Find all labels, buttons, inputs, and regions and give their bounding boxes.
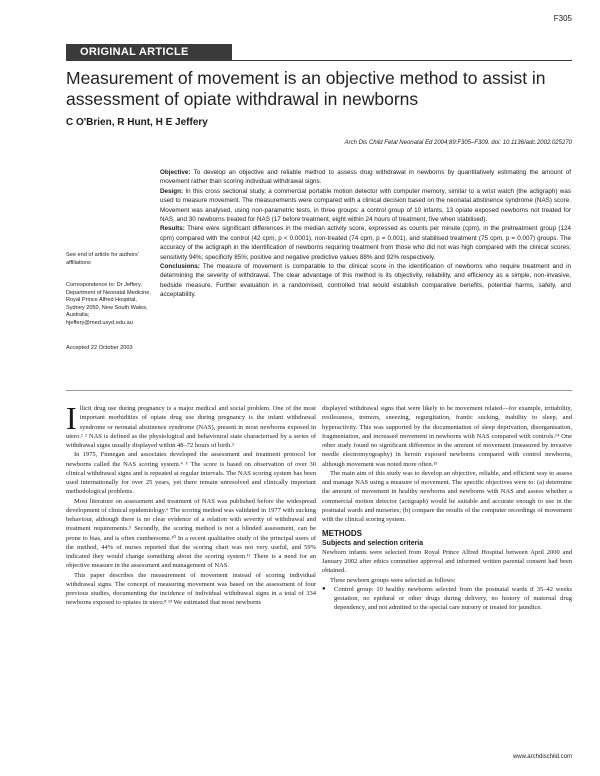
accepted-date: Accepted 22 October 2003 bbox=[66, 345, 133, 351]
abstract-results: Results: There were significant differences in the median activity score, expressed as counts per minute (cpm), in the pretreatment group (124 cpm) compared with the control (42 cpm, p < 0.0001), non-treated (74 cpm, p = 0.001), and stabilised treatment (75 cpm, p = 0.007) groups. The accuracy of the actigraph in the identification of newborns requiring treatment from those who did not was high compared with the clinical scores; sensitivity 94%; specificity 85%; positive and negative predictive values 88% and 92% respectively. bbox=[160, 225, 571, 261]
body-column-left bbox=[66, 400, 316, 608]
footer-url[interactable]: www.archdischild.com bbox=[512, 754, 572, 760]
subsection-heading: Subjects and selection criteria bbox=[322, 539, 424, 547]
article-authors: C O'Brien, R Hunt, H E Jeffery bbox=[66, 117, 208, 128]
abstract-design: Design: In this cross sectional study, a commercial portable motion detector with computer memory, similar to a wrist watch (the actigraph) was used to measure movement. The measurements were compared with a clinical decision based on the neonatal abstinence syndrome (NAS) score. Movement was analysed, using non-parametric tests, in three groups: a control group of 10 infants, 13 opiate exposed newborns not treated for NAS, and 30 newborns treated for NAS (17 before treatment, eight within 24 hours of treatment, five when stabilised). bbox=[160, 187, 571, 224]
body-paragraph: Newborn infants were selected from Royal Prince Alfred Hospital between April 2000 and January 2002 after ethics committee approval and informed written parental consent had been obtained. bbox=[322, 548, 572, 575]
body-paragraph: In 1975, Finnegan and associates developed the assessment and treatment protocol for newborns called the NAS scoring system.⁴ ⁵ The score is based on observation of over 30 clinical withdrawal signs and is repeated at regular intervals. The NAS scoring system has been used internationally for over 25 years, yet there remain unresolved and clinically important methodological problems. bbox=[66, 451, 316, 496]
section-banner bbox=[66, 44, 232, 61]
correspondence: Correspondence to: Dr Jeffery, Department of Neonatal Medicine, Royal Prince Alfred Hospital, Sydney 2050, New South Wales, Australia; hjeffery@med.usyd.edu.au bbox=[66, 282, 151, 326]
body-column-right bbox=[322, 404, 572, 613]
article-title: Measurement of movement is an objective method to assist in assessment of opiate withdrawal in newborns bbox=[66, 68, 546, 109]
body-paragraph: Illicit drug use during pregnancy is a major medical and social problem. One of the most important morbidities of opiate drug use during pregnancy is the infant withdrawal syndrome or neonatal abstinence syndrome (NAS), present in most newborns exposed in utero.¹ ² NAS is defined as the physiological and behavioural state characterised by a series of withdrawal signs usually displayed within 48–72 hours of birth.³ bbox=[66, 400, 316, 449]
page-number: F305 bbox=[553, 14, 572, 23]
body-paragraph: Three newborn groups were selected as follows: bbox=[330, 576, 456, 584]
body-paragraph: This paper describes the measurement of movement instead of scoring individual withdrawal signs. The concept of measuring movement was based on the assessment of four previous studies, documenting the incidence of individual withdrawal signs in a total of 334 newborns exposed to opiates in utero.⁸ ¹³ We estimated that most newborns bbox=[66, 571, 316, 607]
section-label: ORIGINAL ARTICLE bbox=[80, 46, 189, 58]
abstract bbox=[160, 168, 571, 300]
methods-heading: METHODS bbox=[322, 529, 362, 539]
bullet-item: ● Control group: 10 healthy newborns selected from the postnatal wards if 35–42 weeks gestation, no epidural or other drugs during delivery, no history of maternal drug dependency, and not admitted to the special care nursery or treated for jaundice. bbox=[322, 585, 572, 613]
dropcap: I bbox=[66, 400, 77, 436]
affiliation-note: See end of article for authors' affiliations bbox=[66, 252, 139, 266]
header-rule bbox=[66, 60, 572, 61]
abstract-rule bbox=[66, 390, 572, 391]
abstract-conclusions: Conclusions: The measure of movement is comparable to the clinical score in the identification of newborns who require treatment and in determining the severity of withdrawal. The clear advantage of this method is its objectivity, reliability, and efficiency as a simple, non-invasive, bedside measure. Further evaluation in a randomised, controlled trial would establish comparative benefits, potential harms, safety, and acceptability. bbox=[160, 263, 571, 299]
citation: Arch Dis Child Fetal Neonatal Ed 2004;89:F305–F309. doi: 10.1136/adc.2002.025270 bbox=[344, 140, 572, 146]
body-paragraph: Most literature on assessment and treatment of NAS was published before the widespread development of clinical epidemiology.⁶ The scoring method was validated in 1977 with sucking behaviour, although there is no clear evidence of a relation with severity of withdrawal and treatment requirements.⁵ Secondly, the scoring method is not a blinded assessment, can be prone to bias, and is often cumbersome.¹⁰ In a recent qualitative study of the principal users of the method, 44% of nurses reported that the scoring chart was not very useful, and 59% indicated they would change something about the scoring system.¹¹ There is a need for an objective measure in the assessment and management of NAS. bbox=[66, 497, 316, 570]
body-paragraph: displayed withdrawal signs that were likely to be movement related—for example, irritability, restlessness, tremors, sneezing, regurgitation, frantic sucking, inability to sleep, and hyperactivity. This was supported by the documentation of sleep deprivation, disorganisation, fragmentation, and increased movement in newborns with NAS compared with controls.¹⁴ One other study found no significant difference in the amount of movement (measured by invasive needle electromyography) in heroin exposed newborns compared with control newborns, although movement was noted more often.¹⁵ bbox=[322, 405, 572, 468]
body-paragraph: The main aim of this study was to develop an objective, reliable, and efficient way to assess and manage NAS using a measure of movement. The specific objectives were to: (a) determine the amount of movement in healthy newborns and newborns with NAS and assess whether a commercial motion detector (actigraph) would be suitable and accurate enough to use in the postnatal wards and nurseries; (b) compare the results of the computer recordings of movement with the clinical scoring system. bbox=[322, 469, 572, 523]
abstract-objective: Objective: To develop an objective and reliable method to assess drug withdrawal in newborns by quantitatively estimating the amount of movement rather than scoring individual withdrawal signs. bbox=[160, 169, 571, 186]
